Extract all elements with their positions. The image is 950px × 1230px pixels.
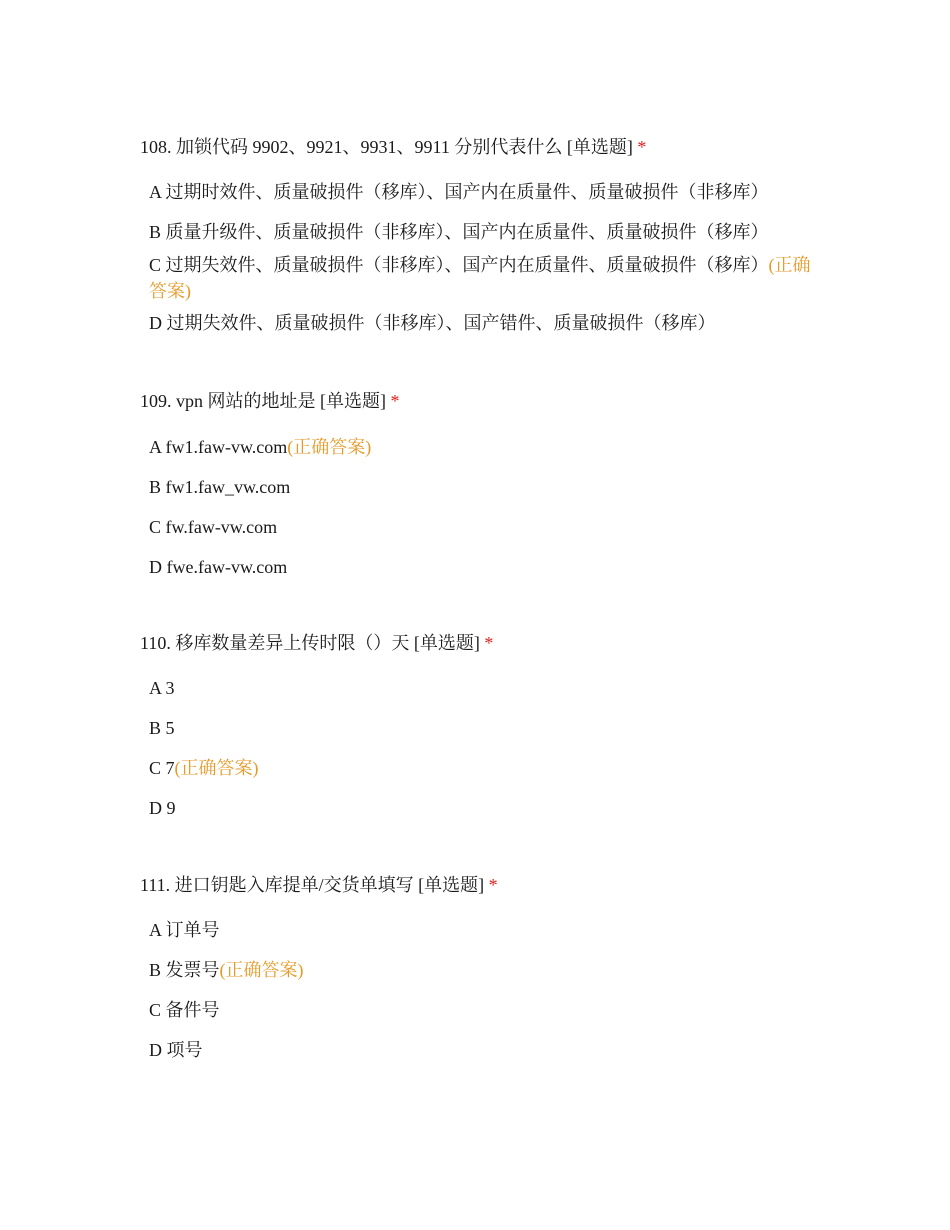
- correct-answer-tag: (正确答案): [219, 960, 304, 980]
- option-text: D fwe.faw-vw.com: [149, 557, 288, 577]
- question-text: 110. 移库数量差异上传时限（）天 [单选题]: [140, 633, 480, 653]
- option-d: [149, 1037, 820, 1063]
- required-mark: *: [390, 391, 400, 411]
- option-d: [149, 795, 820, 821]
- correct-answer-tag: (正确答案): [174, 758, 259, 778]
- option-list: [149, 917, 820, 1063]
- option-b: [149, 474, 820, 500]
- option-list: [149, 675, 820, 821]
- option-b: [149, 715, 820, 741]
- option-list: [149, 179, 820, 336]
- required-mark: *: [484, 633, 494, 653]
- option-text: A 订单号: [149, 920, 220, 940]
- question-title: [140, 135, 820, 159]
- option-text: A 3: [149, 678, 175, 698]
- question-109: [140, 389, 820, 580]
- question-108: [140, 135, 820, 336]
- option-text: D 过期失效件、质量破损件（非移库）、国产错件、质量破损件（移库）: [149, 313, 716, 333]
- option-c: [149, 252, 820, 304]
- correct-answer-tag: (正确答案): [149, 255, 811, 301]
- question-title: [140, 873, 820, 897]
- question-title: [140, 631, 820, 655]
- option-b: [149, 957, 820, 983]
- option-text: B 发票号: [149, 960, 220, 980]
- option-text: C 过期失效件、质量破损件（非移库）、国产内在质量件、质量破损件（移库）: [149, 255, 769, 275]
- option-c: [149, 997, 820, 1023]
- option-d: [149, 554, 820, 580]
- question-text: 109. vpn 网站的地址是 [单选题]: [140, 391, 386, 411]
- option-list: [149, 434, 820, 580]
- option-c: [149, 755, 820, 781]
- option-text: B 5: [149, 718, 175, 738]
- option-text: C fw.faw-vw.com: [149, 517, 278, 537]
- option-text: D 9: [149, 798, 176, 818]
- option-b: [149, 219, 820, 245]
- option-text: C 7: [149, 758, 175, 778]
- correct-answer-tag: (正确答案): [287, 437, 372, 457]
- required-mark: *: [488, 875, 498, 895]
- option-a: [149, 179, 820, 205]
- question-text: 108. 加锁代码 9902、9921、9931、9911 分别代表什么 [单选题]: [140, 137, 633, 157]
- question-111: [140, 873, 820, 1063]
- question-text: 111. 进口钥匙入库提单/交货单填写 [单选题]: [140, 875, 485, 895]
- option-a: [149, 917, 820, 943]
- option-d: [149, 310, 820, 336]
- option-a: [149, 434, 820, 460]
- option-text: C 备件号: [149, 1000, 220, 1020]
- option-text: B 质量升级件、质量破损件（非移库）、国产内在质量件、质量破损件（移库）: [149, 222, 769, 242]
- option-text: A fw1.faw-vw.com: [149, 437, 288, 457]
- option-text: A 过期时效件、质量破损件（移库）、国产内在质量件、质量破损件（非移库）: [149, 182, 769, 202]
- question-title: [140, 389, 820, 413]
- question-110: [140, 631, 820, 821]
- option-text: B fw1.faw_vw.com: [149, 477, 291, 497]
- option-c: [149, 514, 820, 540]
- option-a: [149, 675, 820, 701]
- required-mark: *: [637, 137, 647, 157]
- option-text: D 项号: [149, 1040, 203, 1060]
